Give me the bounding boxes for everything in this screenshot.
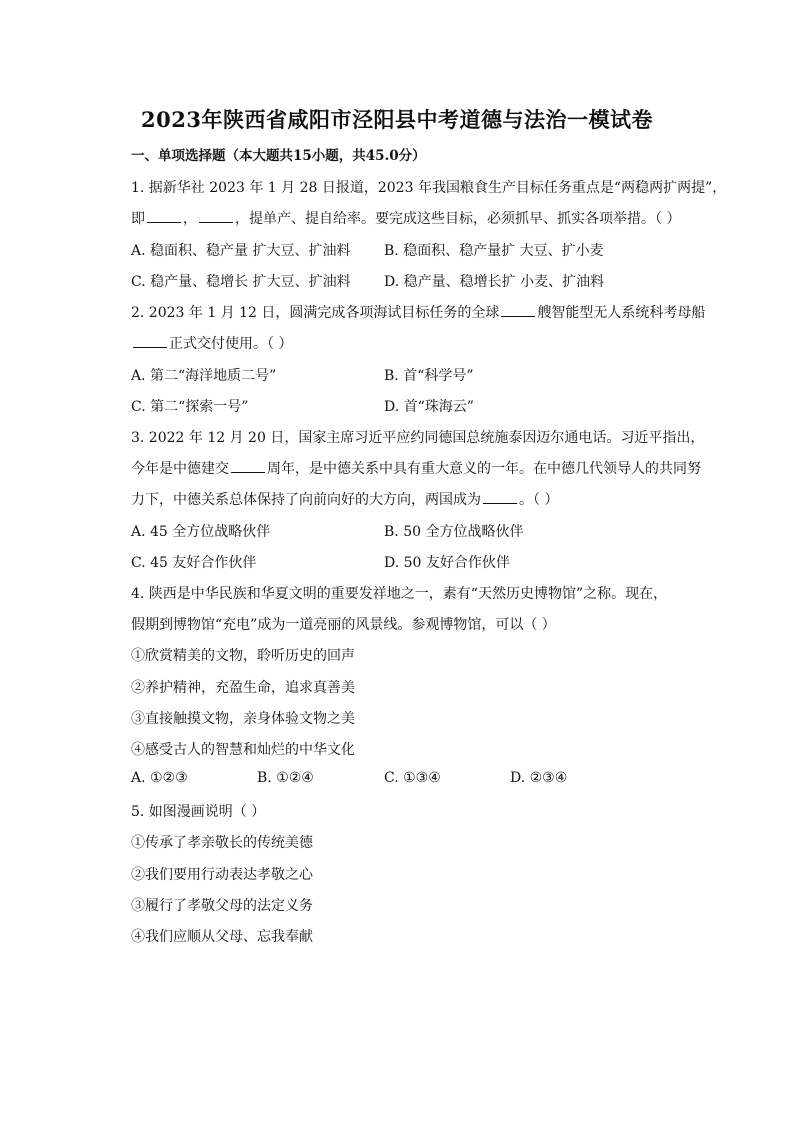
question-2-line-1: 2. 2023 年 1 月 12 日，圆满完成各项海试目标任务的全球 艘智能型无人系统科考母船	[131, 305, 706, 321]
question-5-line-1: 5. 如图漫画说明（ ）	[131, 804, 266, 820]
question-5-statement-2: ②我们要用行动表达孝敬之心	[131, 867, 313, 883]
question-2-option-b: B. 首“科学号”	[384, 368, 474, 384]
question-1-option-b: B. 稳面积、稳产量扩 大豆、扩小麦	[384, 243, 604, 259]
question-5-statement-3: ③履行了孝敬父母的法定义务	[131, 898, 313, 914]
question-3-line-2: 今年是中德建交 周年，是中德关系中具有重大意义的一年。在中德几代领导人的共同努	[131, 461, 701, 477]
question-5-statement-1: ①传承了孝亲敬长的传统美德	[131, 835, 313, 851]
question-4-statement-1: ①欣赏精美的文物，聆听历史的回声	[131, 648, 355, 664]
question-4-option-c: C. ①③④	[384, 770, 441, 786]
question-3-line-1: 3. 2022 年 12 月 20 日，国家主席习近平应约同德国总统施泰因迈尔通电话。习近平指出，	[131, 430, 705, 446]
question-4-line-2: 假期到博物馆“充电”成为一道亮丽的风景线。参观博物馆，可以（ ）	[131, 617, 556, 633]
question-3-line-3: 力下，中德关系总体保持了向前向好的大方向，两国成为 。（ ）	[131, 492, 559, 508]
question-5-statement-4: ④我们应顺从父母、忘我奉献	[131, 929, 313, 945]
answer-blank	[199, 210, 233, 223]
answer-blank	[147, 210, 181, 223]
question-1-option-c: C. 稳产量、稳增长 扩大豆、扩油料	[131, 274, 351, 290]
question-1-option-d: D. 稳产量、稳增长扩 小麦、扩油料	[384, 274, 605, 290]
question-3-option-a: A. 45 全方位战略伙伴	[131, 524, 271, 540]
question-4-statement-3: ③直接触摸文物，亲身体验文物之美	[131, 711, 355, 727]
question-3-option-d: D. 50 友好合作伙伴	[384, 555, 510, 571]
question-1-option-a: A. 稳面积、稳产量 扩大豆、扩油料	[131, 243, 351, 259]
question-2-option-c: C. 第二“探索一号”	[131, 399, 249, 415]
question-4-option-d: D. ②③④	[510, 770, 568, 786]
answer-blank	[501, 304, 535, 317]
question-4-option-b: B. ①②④	[257, 770, 314, 786]
question-1-line-2: 即 ， ，提单产、提自给率。要完成这些目标，必须抓早、抓实各项举措。（ ）	[131, 211, 681, 227]
question-4-option-a: A. ①②③	[131, 770, 188, 786]
answer-blank	[483, 491, 517, 504]
answer-blank	[231, 460, 265, 473]
question-4-statement-4: ④感受古人的智慧和灿烂的中华文化	[131, 742, 355, 758]
section-heading: 一、单项选择题（本大题共15小题，共45.0分）	[131, 148, 426, 164]
answer-blank	[133, 335, 167, 348]
question-4-line-1: 4. 陕西是中华民族和华夏文明的重要发祥地之一，素有“天然历史博物馆”之称。现在，	[131, 586, 668, 602]
question-2-option-d: D. 首“珠海云”	[384, 399, 474, 415]
page-title: 2023年陕西省咸阳市泾阳县中考道德与法治一模试卷	[141, 107, 653, 132]
question-2-option-a: A. 第二“海洋地质二号”	[131, 368, 277, 384]
question-1-line-1: 1. 据新华社 2023 年 1 月 28 日报道，2023 年我国粮食生产目标任务重点是“两稳两扩两提”，	[131, 180, 727, 196]
question-3-option-b: B. 50 全方位战略伙伴	[384, 524, 524, 540]
question-3-option-c: C. 45 友好合作伙伴	[131, 555, 257, 571]
question-2-line-2: 正式交付使用。（ ）	[131, 333, 292, 353]
question-4-statement-2: ②养护精神，充盈生命，追求真善美	[131, 680, 355, 696]
